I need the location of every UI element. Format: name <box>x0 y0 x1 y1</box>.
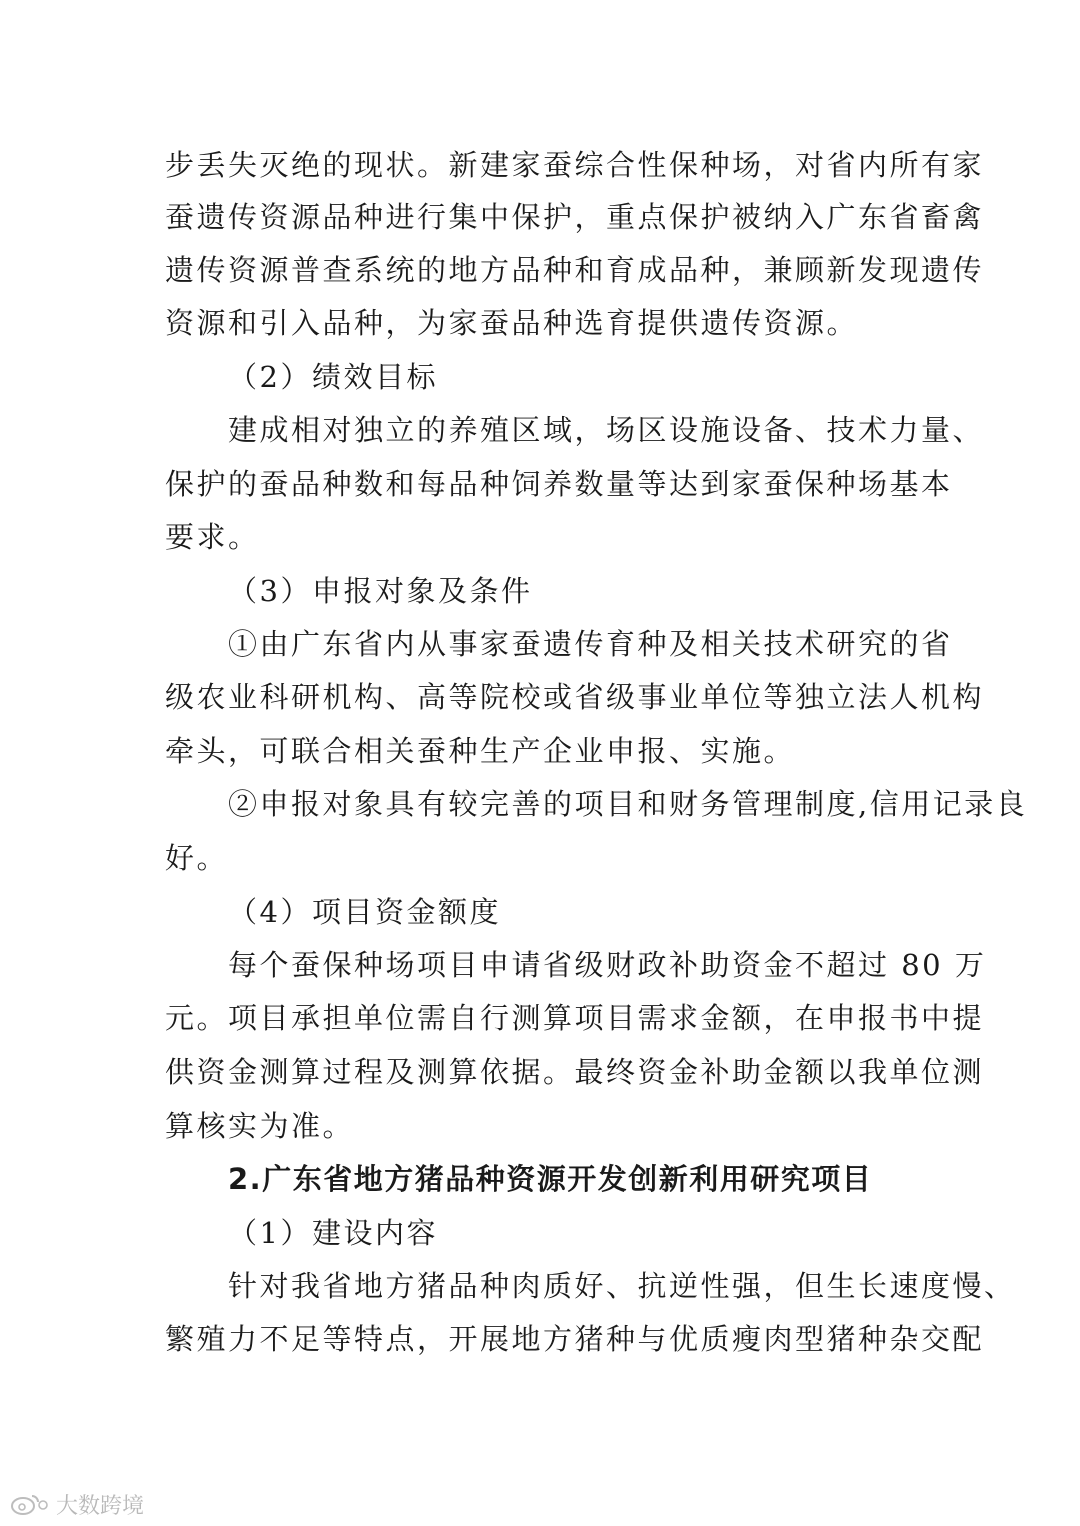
text-line: 遗传资源普查系统的地方品种和育成品种，兼顾新发现遗传 <box>165 253 985 287</box>
subsection-heading: （1）建设内容 <box>228 1216 438 1250</box>
text-line: 针对我省地方猪品种肉质好、抗逆性强，但生长速度慢、 <box>228 1269 1016 1303</box>
weibo-logo-icon <box>10 1491 50 1517</box>
text-line: ①由广东省内从事家蚕遗传育种及相关技术研究的省 <box>228 627 953 661</box>
text-line: ②申报对象具有较完善的项目和财务管理制度,信用记录良 <box>228 787 1028 821</box>
text-line: 供资金测算过程及测算依据。最终资金补助金额以我单位测 <box>165 1055 985 1089</box>
subsection-heading: （2）绩效目标 <box>228 360 438 394</box>
text-line: 保护的蚕品种数和每品种饲养数量等达到家蚕保种场基本 <box>165 467 953 501</box>
text-line: 要求。 <box>165 520 260 554</box>
text-line: 蚕遗传资源品种进行集中保护，重点保护被纳入广东省畜禽 <box>165 200 985 234</box>
subsection-heading: （3）申报对象及条件 <box>228 574 533 608</box>
text-line: 算核实为准。 <box>165 1109 355 1143</box>
text-line: 每个蚕保种场项目申请省级财政补助资金不超过 80 万 <box>228 948 987 982</box>
text-line: 建成相对独立的养殖区域，场区设施设备、技术力量、 <box>228 413 985 447</box>
text-line: 步丢失灭绝的现状。新建家蚕综合性保种场，对省内所有家 <box>165 148 985 182</box>
text-line: 繁殖力不足等特点，开展地方猪种与优质瘦肉型猪种杂交配 <box>165 1322 985 1356</box>
section-heading: 2.广东省地方猪品种资源开发创新利用研究项目 <box>228 1162 873 1196</box>
watermark-text: 大数跨境 <box>56 1493 145 1519</box>
text-line: 级农业科研机构、高等院校或省级事业单位等独立法人机构 <box>165 680 985 714</box>
text-line: 好。 <box>165 841 229 875</box>
watermark <box>10 1490 144 1518</box>
text-line: 牵头，可联合相关蚕种生产企业申报、实施。 <box>165 734 796 768</box>
subsection-heading: （4）项目资金额度 <box>228 895 501 929</box>
text-line: 元。项目承担单位需自行测算项目需求金额，在申报书中提 <box>165 1001 985 1035</box>
text-line: 资源和引入品种，为家蚕品种选育提供遗传资源。 <box>165 306 859 340</box>
